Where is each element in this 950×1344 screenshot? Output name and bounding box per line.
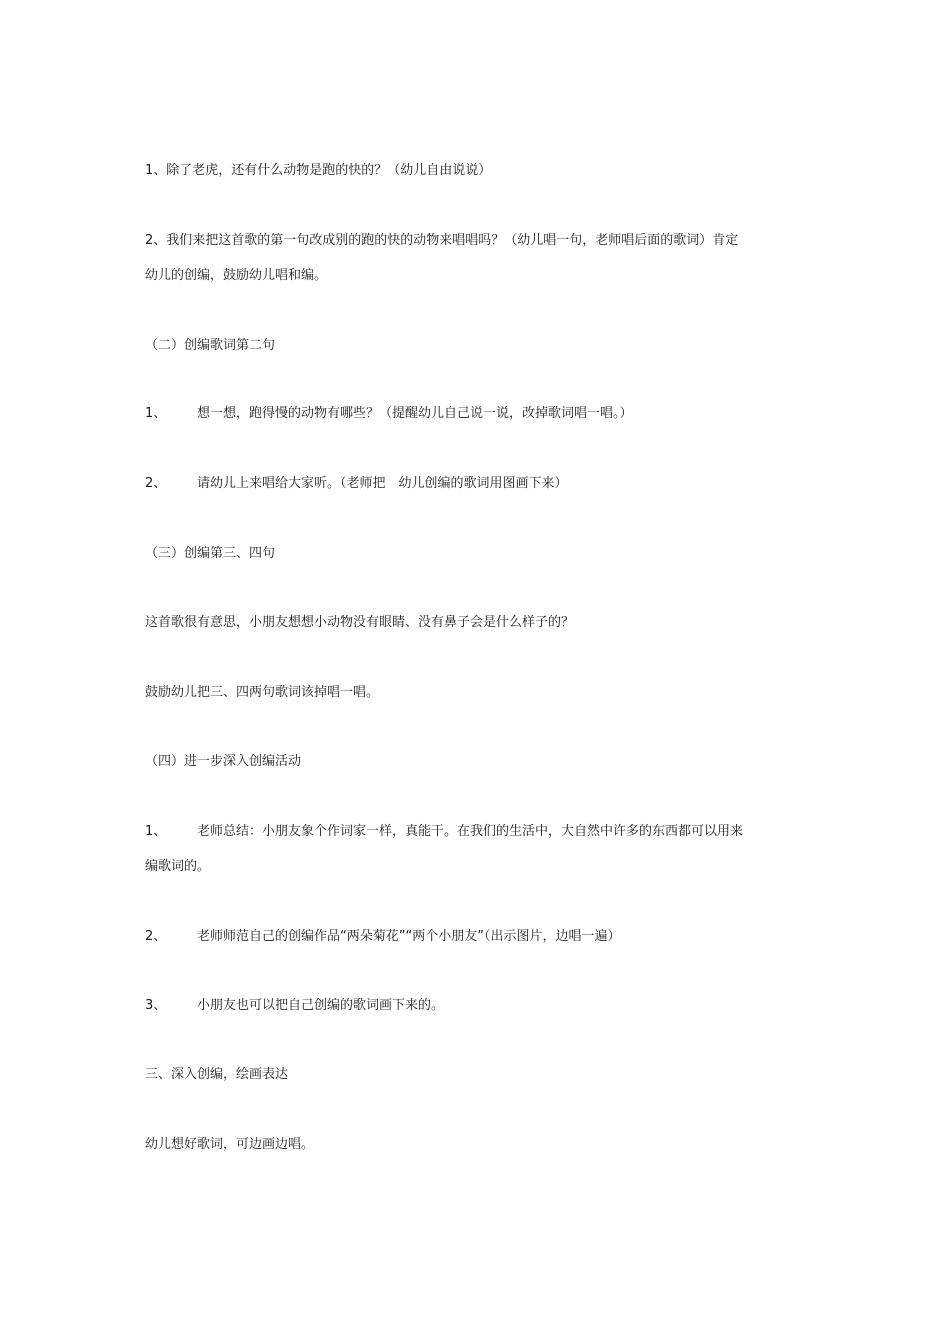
line-text: （四）进一步深入创编活动 (145, 754, 302, 769)
section-heading (145, 337, 805, 355)
section-heading (145, 753, 805, 771)
paragraph-line (145, 858, 805, 876)
list-number: 2、 (145, 929, 167, 944)
line-text: 这首歌很有意思，小朋友想想小动物没有眼睛、没有鼻子会是什么样子的？ (145, 615, 575, 630)
paragraph-line (145, 162, 805, 180)
paragraph-line (145, 232, 805, 250)
line-text: 请幼儿上来唱给大家听。（老师把 幼儿创编的歌词用图画下来） (197, 476, 568, 491)
paragraph-line (145, 267, 805, 285)
list-number: 1、 (145, 406, 167, 421)
paragraph-line (145, 614, 805, 632)
paragraph-line (145, 684, 805, 702)
list-item (145, 475, 805, 493)
paragraph-line (145, 1136, 805, 1154)
line-text: 1、除了老虎，还有什么动物是跑的快的？（幼儿自由说说） (145, 163, 492, 178)
line-text: 小朋友也可以把自己创编的歌词画下来的。 (197, 998, 445, 1013)
line-text: 幼儿想好歌词，可边画边唱。 (145, 1137, 315, 1152)
list-item (145, 997, 805, 1015)
line-text: 想一想，跑得慢的动物有哪些？（提醒幼儿自己说一说，改掉歌词唱一唱。） (197, 406, 633, 421)
line-text: 编歌词的。 (145, 859, 211, 874)
list-item (145, 928, 805, 946)
section-heading (145, 1066, 805, 1084)
line-text: 三、深入创编，绘画表达 (145, 1067, 289, 1082)
list-item (145, 823, 805, 841)
list-number: 2、 (145, 476, 167, 491)
line-text: （二）创编歌词第二句 (145, 338, 276, 353)
list-item (145, 405, 805, 423)
line-text: 2、我们来把这首歌的第一句改成别的跑的快的动物来唱唱吗？（幼儿唱一句，老师唱后面的歌词）肯定 (145, 233, 739, 248)
section-heading (145, 545, 805, 563)
list-number: 1、 (145, 824, 167, 839)
line-text: 老师师范自己的创编作品“两朵菊花”“两个小朋友”（出示图片，边唱一遍） (197, 929, 621, 944)
list-number: 3、 (145, 998, 167, 1013)
line-text: 幼儿的创编，鼓励幼儿唱和编。 (145, 268, 328, 283)
line-text: （三）创编第三、四句 (145, 546, 276, 561)
line-text: 鼓励幼儿把三、四两句歌词该掉唱一唱。 (145, 685, 380, 700)
line-text: 老师总结：小朋友象个作词家一样，真能干。在我们的生活中，大自然中许多的东西都可以用来 (197, 824, 744, 839)
